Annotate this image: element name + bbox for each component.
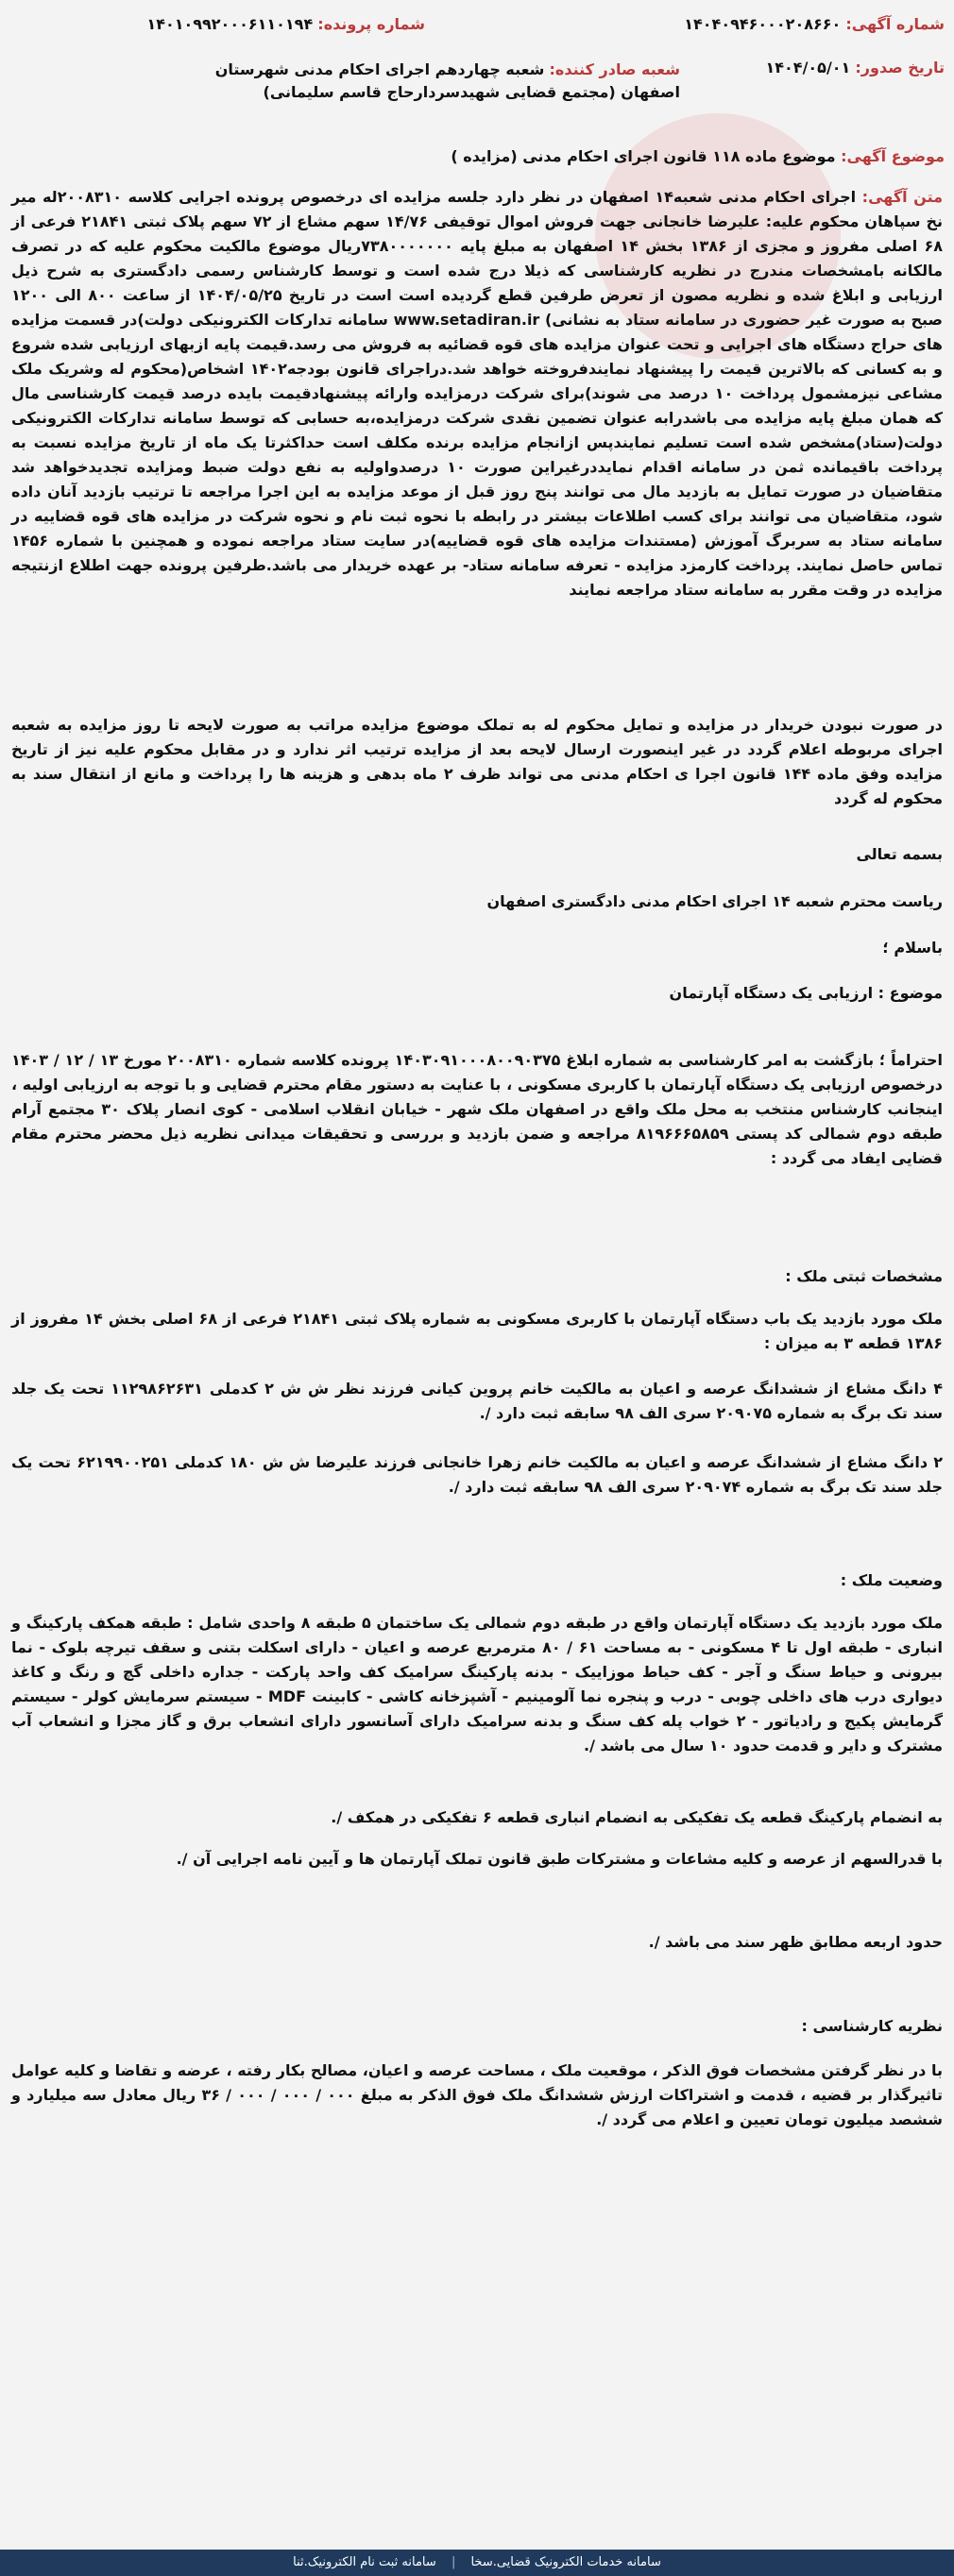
ad-number: شماره آگهی: ۱۴۰۴۰۹۴۶۰۰۰۲۰۸۶۶۰ (684, 15, 945, 33)
footer-separator: | (451, 2555, 456, 2569)
ownership-item-2: ۲ دانگ مشاع از ششدانگ عرصه و اعیان به مالکیت خانم زهرا خانجانی فرزند علیرضا ش ش ۱۸۰ کدملی ۶۲۱۹۹۰۰۲۵۱ تحت یک جلد سند تک برگ به شماره ۲۰۹۰۷۴ سری الف ۹۸ سابقه ثبت دارد /. (11, 1453, 943, 1496)
addressee: ریاست محترم شعبه ۱۴ اجرای احکام مدنی دادگستری اصفهان (486, 892, 943, 910)
opinion-title: نظریه کارشناسی : (801, 2017, 943, 2035)
share-note: با قدرالسهم از عرصه و کلیه مشاعات و مشترکات طبق قانون تملک آپارتمان ها و آیین نامه اجرایی آن /. (176, 1850, 943, 1868)
ownership-item-1: ۴ دانگ مشاع از ششدانگ عرصه و اعیان به مالکیت خانم پروین کیانی فرزند نظر ش ش ۲ کدملی ۱۱۲۹۸۶۲۶۳۱ تحت یک جلد سند تک برگ به شماره ۲۰۹۰۷۵ سری الف ۹۸ سابقه ثبت دارد /. (11, 1380, 944, 1422)
registration-title: مشخصات ثبتی ملک : (785, 1267, 943, 1285)
issuing-branch: شعبه صادر کننده: شعبه چهاردهم اجرای احکام مدنی شهرستان اصفهان (مجتمع قضایی شهیدسردارحاج قاسم سلیمانی) (214, 60, 680, 101)
notice-body-condition: در صورت نبودن خریدار در مزایده و تمایل محکوم له به تملک موضوع مزایده مراتب به صورت لایحه تا روز مزایده به شعبه اجرای مربوطه اعلام گردد در غیر اینصورت ارسال لایحه بعد از مزایده ترتیب اثر ندارد و در مقابل محکوم علیه نیز از تاریخ مزایده وفق ماده ۱۴۴ قانون اجرا ی احکام مدنی می تواند ظرف ۲ ماه بدهی و هزینه ها را پرداخت و مانع از انتقال سند به محکوم له گردد (11, 716, 943, 807)
registration-text: ملک مورد بازدید یک باب دستگاه آپارتمان با کاربری مسکونی به شماره پلاک ثبتی ۲۱۸۴۱ فرعی از ۶۸ اصلی بخش ۱۴ مفروز از ۱۳۸۶ قطعه ۳ به میزان : (11, 1310, 943, 1352)
parking-note: به انضمام پارکینگ قطعه یک تفکیکی به انضمام انباری قطعه ۶ تفکیکی در همکف /. (331, 1808, 943, 1826)
issue-date: تاریخ صدور: ۱۴۰۴/۰۵/۰۱ (765, 59, 945, 76)
opinion-text: با در نظر گرفتن مشخصات فوق الذکر ، موقعیت ملک ، مساحت عرصه و اعیان، مصالح بکار رفته ، عرضه و تقاضا و کلیه عوامل تاثیرگذار بر قضیه ، قدمت و اشتراکات ارزش ششدانگ ملک فوق الذکر به مبلغ ۰۰۰ / ۰۰۰ / ۰۰۰ / ۳۶ ریال معادل سه میلیارد و ششصد میلیون تومان تعیین و اعلام می گردد /. (11, 2061, 943, 2128)
notice-body-main: متن آگهی: اجرای احکام مدنی شعبه۱۴ اصفهان در نظر دارد جلسه مزایده ای درخصوص پرونده اجرایی کلاسه ۲۰۰۸۳۱۰له میر نخ سپاهان محکوم علیه: علیرضا خانجانی جهت فروش اموال توقیفی ۱۴/۷۶ سهم مشاع از ۷۲ سهم پلاک ثبتی ۲۱۸۴۱ فرعی از ۶۸ اصلی مفروز و مجزی از ۱۳۸۶ بخش ۱۴ اصفهان به مبلغ پایه ۷۳۸۰۰۰۰۰۰۰ریال موضوع مالکیت محکوم علیه که در تصرف مالکانه بامشخصات مندرج در نظریه کارشناسی که ذیلا درج شده است و توسط کارشناس رسمی دادگستری به شرح ذیل ارزیابی و ابلاغ شده و نظریه مصون از تعرض طرفین قطع گردیده است است در تاریخ ۱۴۰۴/۰۵/۲۵ از ساعت ۸۰۰ الی ۱۲۰۰ صبح به صورت غیر حضوری در سامانه ستاد به نشانی) www.setadiran.ir سامانه تدارکات الکترونیکی دولت)در قسمت مزایده های حراج دستگاه های اجرایی و تحت عنوان مزایده های قوه قضائیه به فروش می رسد.قیمت پایه ازبهای ارزیابی شده شروع و به کسانی که بالاترین قیمت را پیشنهاد نمایندفروخته خواهد شد.دراجرای قانون بودجه۱۴۰۲ اشخاص(محکوم له وشریک ملک مشاعی نیزمشمول پرداخت ۱۰ درصد می شوند)برای شرکت درمزایده وارائه پیشنهادقیمت بایده درصد قیمت کارشناسی مال که همان مبلغ پایه مزایده می باشدرابه عنوان تضمین نقدی شرکت درمزایده،به حسابی که توسط سامانه تدارکات الکترونیکی دولت(ستاد)مشخص شده است تسلیم نمایندپس ازانجام مزایده برنده مکلف است حداکثرتا یک ماه از تاریخ مزایده نسبت به پرداخت باقیمانده ثمن در سامانه اقدام نمایددرغیراین صورت ۱۰ درصدواولیه به نفع دولت ضبط ومزایده تجدیدخواهد شد متقاضیان در صورت تمایل به بازدید مال می توانند پنج روز قبل از موعد مزایده به این اجرا مراجعه تا ترتیب بازدید آنان داده شود، متقاضیان می توانند برای کسب اطلاعات بیشتر در رابطه با نحوه ثبت نام و نحوه شرکت در مزایده های قوه قضاییه در سامانه ستاد به سربرگ آموزش (مستندات مزایده های قوه قضاییه)در سایت ستاد مراجعه نموده و همچنین با شماره ۱۴۵۶ تماس حاصل نمایند. پرداخت کارمزد مزایده - تعرفه سامانه ستاد- بر عهده خریدار می باشد.طرفین پرونده جهت اطلاع ازنتیجه مزایده در وقت مقرر به سامانه ستاد مراجعه نمایند (11, 188, 944, 599)
status-text: ملک مورد بازدید یک دستگاه آپارتمان واقع در طبقه دوم شمالی یک ساختمان ۵ طبقه ۸ واحدی شامل : طبقه همکف پارکینگ و انباری - طبقه اول تا ۴ مسکونی - به مساحت ۶۱ / ۸۰ مترمربع عرصه و اعیان - دارای اسکلت بتنی و سقف تیرچه بلوک - نما بیرونی و حیاط سنگ و آجر - کف حیاط موزاییک - بدنه پارکینگ سرامیک کف واحد پارکت - جداره داخلی گچ و رنگ و کاغذ دیواری درب های داخلی چوبی - درب و پنجره نما آلومینیم - آشپزخانه کاشی - کابینت MDF - سیستم سرمایش کولر - سیستم گرمایش پکیج و رادیاتور - ۲ خواب پله کف سنگ و بدنه سرامیک دارای آسانسور دارای انشعاب برق و گاز مجزا و انشعاب آب مشترک و دایر و قدمت حدود ۱۰ سال می باشد /. (11, 1614, 944, 1754)
status-title: وضعیت ملک : (840, 1571, 943, 1589)
notice-subject: موضوع آگهی: موضوع ماده ۱۱۸ قانون اجرای احکام مدنی (مزایده ) (451, 147, 945, 165)
basmala: بسمه تعالی (856, 845, 943, 863)
greeting: باسلام ؛ (882, 939, 943, 957)
footer-link-sakha[interactable]: سامانه خدمات الکترونیک قضایی.سخا (470, 2555, 661, 2569)
boundaries-note: حدود اربعه مطابق ظهر سند می باشد /. (648, 1933, 943, 1951)
footer-link-sana[interactable]: سامانه ثبت نام الکترونیک.ثنا (293, 2555, 436, 2569)
footer-bar (0, 2550, 954, 2576)
header-row-dates (0, 59, 954, 101)
report-subject: موضوع : ارزیابی یک دستگاه آپارتمان (669, 984, 943, 1002)
case-number: شماره پرونده: ۱۴۰۱۰۹۹۲۰۰۰۶۱۱۰۱۹۴ (146, 15, 425, 33)
report-intro: احتراماً ؛ بازگشت به امر کارشناسی به شماره ابلاغ ۱۴۰۳۰۹۱۰۰۰۸۰۰۹۰۳۷۵ پرونده کلاسه شماره ۲۰۰۸۳۱۰ مورخ ۱۳ / ۱۲ / ۱۴۰۳ درخصوص ارزیابی یک دستگاه آپارتمان با کاربری مسکونی ، با عنایت به دستور مقام محترم قضایی و با توجه به ارزیابی اولیه ، اینجانب کارشناس منتخب به محل ملک واقع در اصفهان ملک شهر - خیابان انقلاب اسلامی - کوی انصار پلاک ۳۰ مجتمع آرام طبقه دوم شمالی کد پستی ۸۱۹۶۶۶۵۸۵۹ مراجعه و ضمن بازدید و بررسی و تحقیقات میدانی نظریه ذیل محضر محترم مقام قضایی ایفاد می گردد : (11, 1051, 944, 1167)
header-row-numbers (0, 15, 954, 43)
